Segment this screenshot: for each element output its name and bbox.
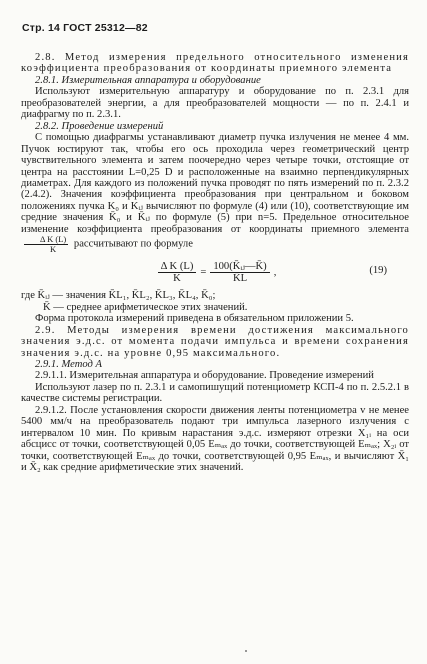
document-body [21, 52, 409, 474]
formula-number: (19) [369, 265, 387, 277]
formula-19 [21, 255, 409, 289]
formula-left-numerator: Δ K (L) [158, 261, 197, 273]
section-2-9-1-1-title: 2.9.1.1. Измерительная аппаратура и оборудование. Проведение измерений [35, 370, 374, 382]
formula-left-fraction [158, 261, 197, 284]
page-header: Стр. 14 ГОСТ 25312—82 [22, 22, 148, 34]
section-2-8-1-text: Используют измерительную аппаратуру и оборудование по п. 2.3.1 для преобразователей энергии, а для преобразователей мощности — по п. 2.4.1 и диафрагму по п. 2.3.1. [21, 86, 409, 121]
section-2-8-2-text [21, 132, 409, 253]
formula-comma: , [273, 266, 277, 278]
mean-line: K̄ — среднее арифметическое этих значений. [43, 301, 248, 313]
formula-equals: = [200, 266, 207, 278]
section-2-8-2-text-a: С помощью диафрагмы устанавливают диаметр пучка излучения не менее 4 мм. Пучок юстируют так, чтобы его ось проходила через геометрический центр чувствительного элемента и затем поочередно через четыре точки, отстоящие от центра на расстоянии L=0,25 D и расположенные на взаимно перпендикулярных диаметрах. Для каждого из положений пучка проводят по пять измерений по п. 2.3.2 (2.4.2). Значения коэффициента преобразования при центральном и боковом положениях пучка K₀ и Kᵢⱼ вычисляют по формуле (4) или (10), соответствующие им средние значения K̄₀ и K̄ᵢⱼ по формуле (5) при n=5. Предельное относительное изменение коэффициента преобразования от координаты приемного элемента [21, 132, 409, 235]
section-2-9-heading: 2.9. Методы измерения времени достижения максимального значения э.д.с. от момента подачи импульса и времени сохранения значения э.д.с. на уровне 0,95 максимального. [21, 324, 409, 359]
inline-fraction [24, 235, 68, 253]
protocol-text: Форма протокола измерений приведена в обязательном приложении 5. [35, 313, 354, 325]
section-2-8-heading: 2.8. Метод измерения предельного относительного изменения коэффициента преобразования от координаты приемного элемента [21, 52, 409, 75]
section-2-9-1-1-body: Используют лазер по п. 2.3.1 и самопишущий потенциометр КСП-4 по п. 2.5.2.1 в качестве системы регистрации. [21, 381, 409, 405]
where-line: где K̄ᵢⱼ — значения K̄L₁, K̄L₂, K̄L₃, K̄L₄, K̄₀; [21, 290, 216, 302]
formula-left-denominator: K [173, 272, 181, 284]
scan-speck [245, 650, 247, 652]
section-2-8-2-text-b: рассчитывают по формуле [73, 238, 193, 250]
formula-right-fraction [210, 261, 269, 284]
section-2-9-1-2-text: 2.9.1.2. После установления скорости движения ленты потенциометра v не менее 5400 мм/ч на преобразователь подают три импульса лазерного излучения с интервалом 10 мин. По кривым нарастания э.д.с. измеряют отрезки X₁ᵢ на оси абсцисс от точки, соответствующей 0,05 Eₘₐₓ до точки, соответствующей Eₘₐₓ; X₂ᵢ от точки, соответствующей Eₘₐₓ до точки, соответствующей 0,95 Eₘₐₓ, и вычисляют X̄₁ и X̄₂ как средние арифметические этих значений. [21, 404, 409, 474]
formula-right-numerator: 100(K̄ᵢⱼ—K̄) [210, 261, 269, 273]
inline-fraction-numerator: Δ K (L) [24, 235, 68, 245]
formula-right-denominator: K̄L [232, 272, 248, 284]
section-2-9-1-title: 2.9.1. Метод А [35, 358, 103, 370]
section-2-8-2-title: 2.8.2. Проведение измерений [35, 120, 164, 132]
inline-fraction-denominator: K [50, 243, 57, 254]
section-2-8-1-title: 2.8.1. Измерительная аппаратура и оборудование [35, 74, 261, 86]
